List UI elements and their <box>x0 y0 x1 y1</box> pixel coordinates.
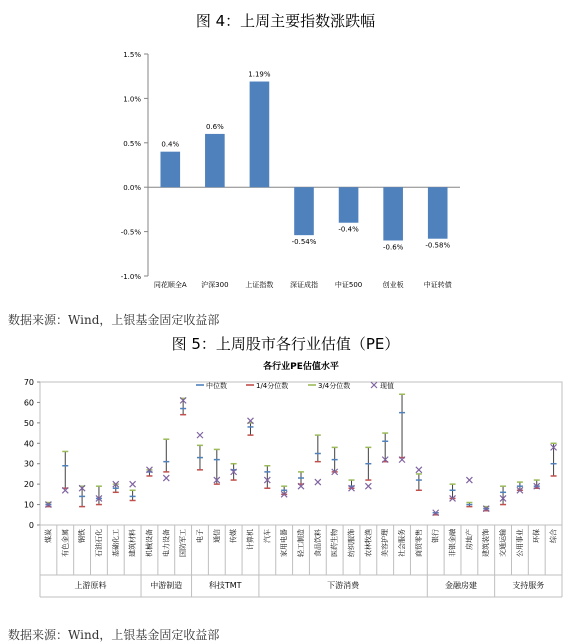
y-tick-label: 30 <box>23 459 34 469</box>
y-tick-label: 0.5% <box>123 139 141 148</box>
x-tick-label: 轻工制造 <box>297 529 305 557</box>
bar <box>383 187 403 240</box>
x-tick-label: 国防军工 <box>179 529 188 557</box>
x-tick-label: 沪深300 <box>201 281 229 289</box>
y-tick-label: 60 <box>23 398 34 408</box>
data-label: 0.6% <box>205 122 224 131</box>
index-change-bar-chart <box>0 38 571 338</box>
x-tick-label: 电力设备 <box>162 529 171 557</box>
data-label: -0.4% <box>338 225 359 234</box>
data-label: 0.4% <box>161 140 180 149</box>
x-tick-label: 同花顺全A <box>153 281 187 289</box>
bar <box>428 187 448 239</box>
x-tick-label: 创业板 <box>382 281 404 289</box>
x-tick-label: 建筑装饰 <box>482 529 491 557</box>
bar <box>160 152 180 188</box>
current-marker <box>315 479 321 485</box>
legend-label-q3: 3/4分位数 <box>318 382 351 390</box>
x-tick-label: 美容护理 <box>381 529 390 557</box>
x-tick-label: 农林牧渔 <box>364 529 373 557</box>
x-tick-label: 计算机 <box>246 529 255 550</box>
legend-label-median: 中位数 <box>206 382 227 390</box>
x-tick-label: 环保 <box>532 529 541 543</box>
y-tick-label: 1.5% <box>123 51 141 59</box>
x-tick-label: 房地产 <box>465 529 474 550</box>
y-tick-label: 20 <box>23 480 34 490</box>
x-tick-label: 汽车 <box>263 529 272 543</box>
data-label: -0.58% <box>425 241 451 250</box>
current-marker <box>365 483 371 489</box>
x-tick-label: 食品饮料 <box>313 529 322 557</box>
bar <box>250 82 270 188</box>
group-label: 科技TMT <box>208 581 242 590</box>
x-tick-label: 通信 <box>212 529 221 543</box>
x-tick-label: 石油石化 <box>94 529 103 557</box>
y-tick-label: 70 <box>23 378 34 387</box>
x-tick-label: 综合 <box>549 529 558 543</box>
current-marker <box>416 467 422 473</box>
legend-label-q1: 1/4分位数 <box>256 382 289 390</box>
figure-5-title: 图 5：上周股市各行业估值（PE） <box>171 335 400 353</box>
x-tick-label: 公用事业 <box>515 529 524 557</box>
y-tick-label: 0.0% <box>123 184 141 193</box>
group-label: 支持服务 <box>512 581 545 590</box>
bar <box>339 187 359 223</box>
chart-title: 各行业PE估值水平 <box>263 362 339 372</box>
figure-4-source: 数据来源：Wind，上银基金固定收益部 <box>8 313 220 327</box>
y-tick-label: 10 <box>23 500 34 510</box>
x-tick-label: 商贸零售 <box>414 529 423 557</box>
data-label: -0.54% <box>291 238 317 247</box>
x-tick-label: 有色金属 <box>61 529 70 557</box>
current-marker <box>197 432 203 438</box>
figure-5-source: 数据来源：Wind，上银基金固定收益部 <box>8 628 220 642</box>
x-tick-label: 深证成指 <box>290 281 318 289</box>
x-tick-label: 银行 <box>431 529 440 543</box>
y-tick-label: 0 <box>28 521 34 530</box>
x-tick-label: 传媒 <box>229 529 238 543</box>
x-tick-label: 上证指数 <box>245 281 274 289</box>
x-tick-label: 煤炭 <box>44 529 53 543</box>
y-tick-label: 40 <box>23 439 34 449</box>
x-tick-label: 中证转债 <box>423 281 452 289</box>
y-tick-label: 50 <box>23 418 34 428</box>
data-label: 1.19% <box>248 70 271 79</box>
data-label: -0.6% <box>382 243 404 252</box>
current-marker <box>130 481 136 487</box>
x-tick-label: 纺织服饰 <box>347 529 356 557</box>
x-tick-label: 非银金融 <box>448 529 457 557</box>
industry-pe-chart <box>0 355 571 625</box>
x-tick-label: 医药生物 <box>330 529 339 557</box>
x-tick-label: 家用电器 <box>280 529 289 557</box>
x-tick-label: 电子 <box>195 529 204 543</box>
x-tick-label: 基础化工 <box>111 529 120 557</box>
legend-marker-current <box>371 382 377 388</box>
group-label: 中游制造 <box>150 581 183 590</box>
x-tick-label: 建筑材料 <box>128 529 137 557</box>
legend-label-current: 现值 <box>380 382 394 390</box>
y-tick-label: 1.0% <box>123 95 141 104</box>
x-tick-label: 社会服务 <box>398 529 407 557</box>
bar <box>294 187 314 235</box>
bar <box>205 134 225 187</box>
x-tick-label: 钢铁 <box>78 529 87 543</box>
group-label: 上游原料 <box>74 581 107 590</box>
x-tick-label: 中证500 <box>334 281 363 289</box>
y-tick-label: -1.0% <box>120 273 141 281</box>
group-label: 金融房建 <box>444 581 477 590</box>
plot-frame <box>40 382 562 525</box>
figure-4-title: 图 4：上周主要指数涨跌幅 <box>195 12 376 30</box>
current-marker <box>163 475 169 481</box>
current-marker <box>466 477 472 483</box>
y-tick-label: -0.5% <box>120 228 141 237</box>
x-tick-label: 交通运输 <box>499 529 508 557</box>
group-label: 下游消费 <box>327 581 360 590</box>
x-tick-label: 机械设备 <box>145 529 154 557</box>
